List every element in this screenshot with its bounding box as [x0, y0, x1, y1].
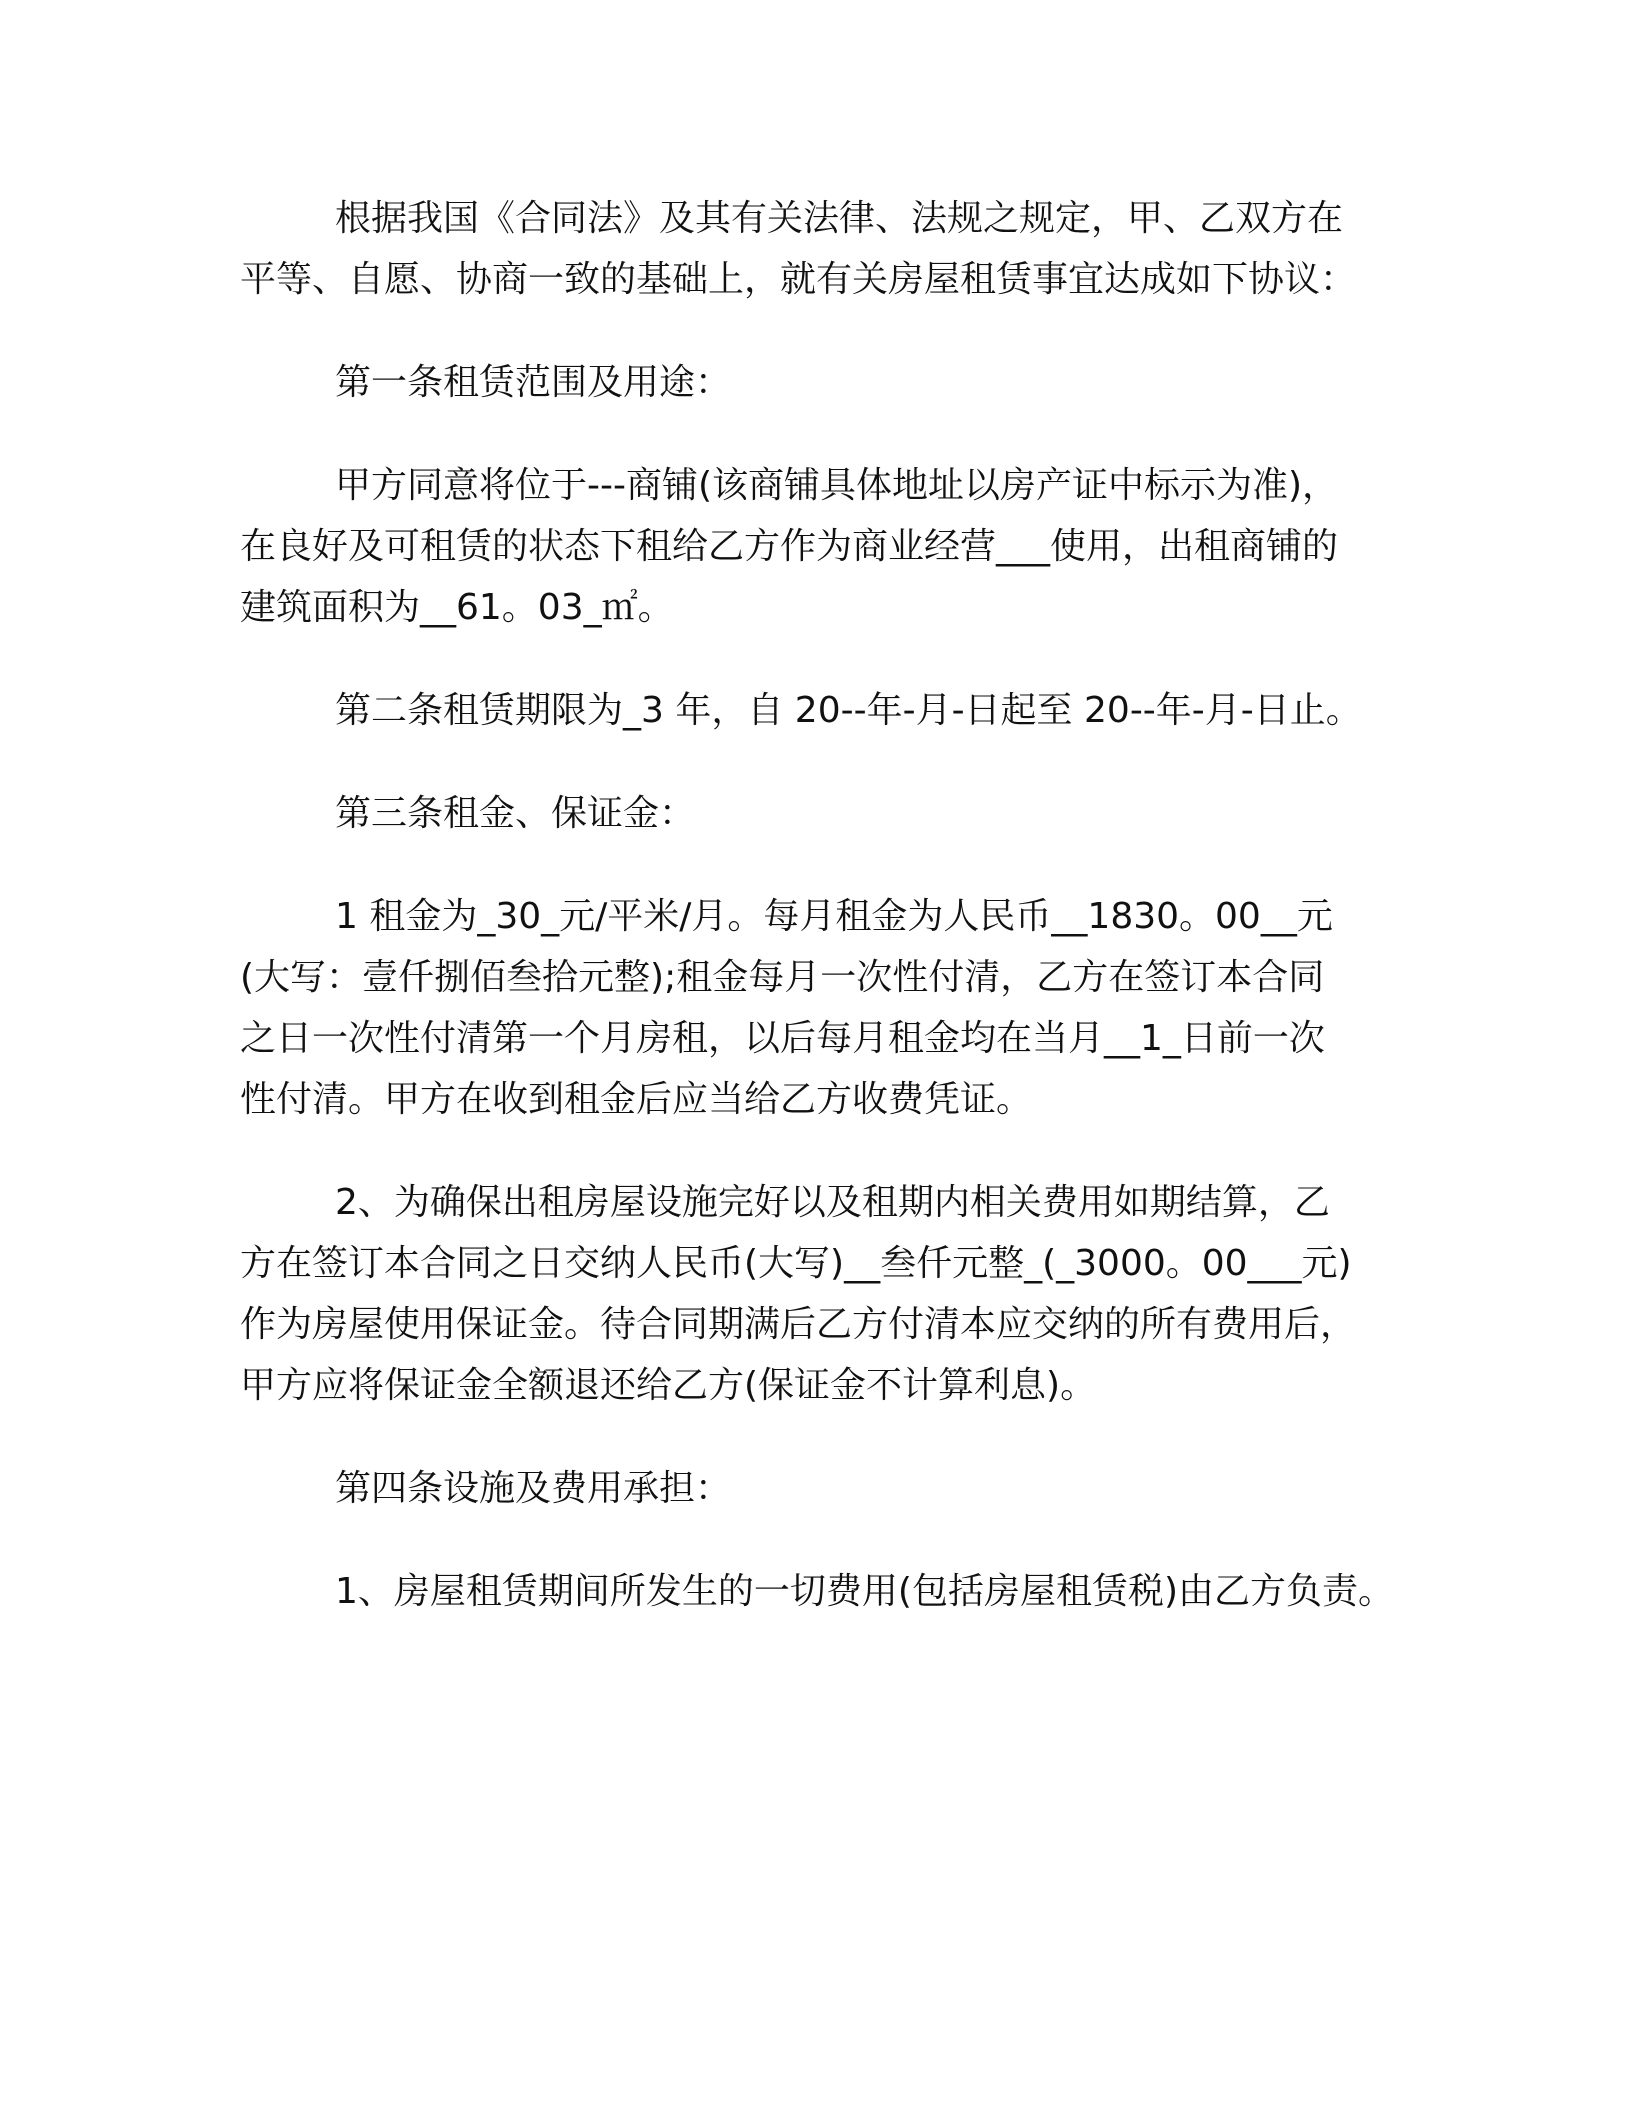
- text-line: 作为房屋使用保证金。待合同期满后乙方付清本应交纳的所有费用后，: [240, 1304, 1357, 1345]
- intro-paragraph: [240, 188, 1410, 310]
- text-line: 甲方同意将位于---商铺(该商铺具体地址以房产证中标示为准)，: [335, 465, 1339, 506]
- text-line: 建筑面积为__61。03_㎡。: [240, 587, 674, 628]
- text-line: 之日一次性付清第一个月房租，以后每月租金均在当月__1_日前一次: [240, 1018, 1325, 1059]
- article-4-heading: [240, 1458, 1410, 1519]
- document-body: [240, 188, 1410, 1622]
- text-line: 甲方应将保证金全额退还给乙方(保证金不计算利息)。: [240, 1365, 1097, 1406]
- text-line: 平等、自愿、协商一致的基础上，就有关房屋租赁事宜达成如下协议：: [240, 259, 1357, 300]
- text-line: 方在签订本合同之日交纳人民币(大写)__叁仟元整_(_3000。00___元): [240, 1243, 1352, 1284]
- text-line: 根据我国《合同法》及其有关法律、法规之规定，甲、乙双方在: [335, 198, 1344, 239]
- article-1-body: [240, 455, 1410, 638]
- article-4-item-1: [240, 1561, 1410, 1622]
- text-line: 1 租金为_30_元/平米/月。每月租金为人民币__1830。00__元: [335, 896, 1333, 937]
- text-line: 在良好及可租赁的状态下租给乙方作为商业经营___使用，出租商铺的: [240, 526, 1339, 567]
- text-line: 第三条租金、保证金：: [335, 793, 696, 834]
- article-3-heading: [240, 783, 1410, 844]
- text-line: 性付清。甲方在收到租金后应当给乙方收费凭证。: [240, 1079, 1033, 1120]
- text-line: 2、为确保出租房屋设施完好以及租期内相关费用如期结算，乙: [335, 1182, 1330, 1223]
- text-line: (大写：壹仟捌佰叁拾元整);租金每月一次性付清，乙方在签订本合同: [240, 957, 1325, 998]
- text-line: 1、房屋租赁期间所发生的一切费用(包括房屋租赁税)由乙方负责。: [335, 1571, 1394, 1612]
- article-3-item-1: [240, 886, 1410, 1130]
- text-line: 第二条租赁期限为_3 年，自 20--年-月-日起至 20--年-月-日止。: [335, 690, 1362, 731]
- article-3-item-2: [240, 1172, 1410, 1416]
- text-line: 第四条设施及费用承担：: [335, 1468, 732, 1509]
- article-1-heading: [240, 352, 1410, 413]
- text-line: 第一条租赁范围及用途：: [335, 362, 732, 403]
- article-2: [240, 680, 1410, 741]
